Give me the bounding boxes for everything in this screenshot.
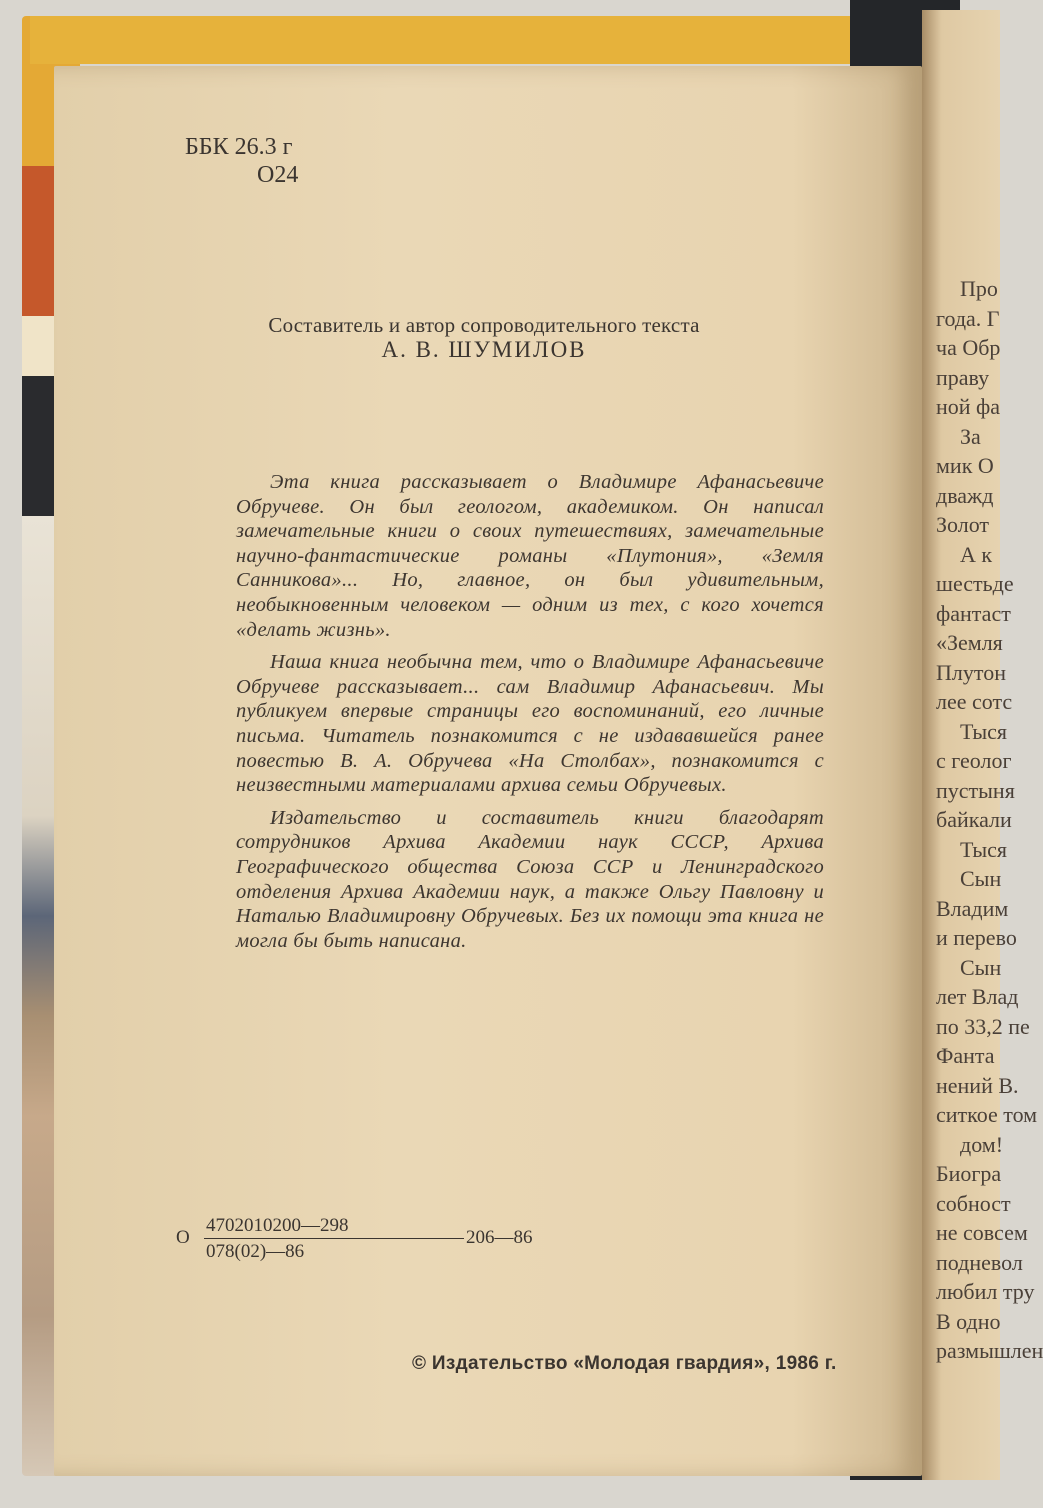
catalog-index-suffix: 206—86 — [466, 1227, 533, 1248]
next-page-text-fragment: лее сотс — [936, 689, 1013, 714]
next-page-text-fragment: Сын — [960, 954, 1002, 980]
compiler-name: А. В. ШУМИЛОВ — [381, 337, 587, 362]
catalog-index-fraction-line — [204, 1238, 464, 1239]
next-page-text-fragment: и перево — [936, 925, 1017, 950]
next-page-text-fragment: подневол — [936, 1249, 1023, 1275]
next-page-text-fragment: по 33,2 пе — [936, 1013, 1030, 1039]
next-page-text-fragment: Сын — [960, 866, 1002, 891]
next-page-text-fragment: Тыся — [960, 836, 1008, 862]
next-page-text-fragment: Плутон — [936, 659, 1006, 685]
next-page-text-fragment: любил тру — [936, 1279, 1035, 1304]
annotation — [236, 470, 824, 961]
next-page-text-fragment: собност — [936, 1190, 1011, 1216]
next-page-text-fragment: фантаст — [936, 600, 1011, 626]
bbk-label: ББК 26.3 г — [185, 134, 293, 160]
bbk-code: О24 — [257, 162, 299, 188]
next-page-text-fragment: За — [960, 423, 981, 449]
next-page-text-fragment: ситкое том — [936, 1102, 1038, 1127]
annotation-paragraph: Наша книга необычна тем, что о Владимире Афанасьевиче Обручеве рассказывает... сам Владимир Афанасьевич. Мы публикуем впервые страницы его воспоминаний, его личные письма. Читатель познакомится с не издававшейся ранее повестью В. А. Обручева «На Столбах», познакомится с неизвестными материалами архива семьи Обручевых. — [236, 651, 824, 797]
next-page-text-fragment: праву — [936, 364, 990, 390]
next-page-text-fragment: размышлен — [936, 1338, 1043, 1363]
compiler-label: Составитель и автор сопроводительного текста — [268, 313, 700, 337]
copyright-line: © Издательство «Молодая гвардия», 1986 г. — [412, 1353, 837, 1374]
next-page-text-fragment: В одно — [936, 1308, 1001, 1334]
next-page-text-fragment: Биогра — [936, 1161, 1002, 1186]
next-page-text-fragment: пустыня — [936, 777, 1015, 803]
next-page-text-fragment: А к — [960, 541, 993, 567]
annotation-paragraph: Издательство и составитель книги благодарят сотрудников Архива Академии наук СССР, Архива Географического общества Союза ССР и Ленинградского отделения Архива Академии наук, а также Ольгу Павловну и Наталью Владимировну Обручевых. Без их помощи эта книга не могла бы быть написана. — [236, 806, 824, 952]
catalog-index-prefix: О — [176, 1227, 190, 1248]
next-page-text-fragment: лет Влад — [936, 984, 1019, 1009]
next-page-text-fragment: Владим — [936, 895, 1009, 921]
catalog-index-numerator: 4702010200—298 — [206, 1215, 349, 1236]
next-page-text-fragment: года. Г — [936, 305, 1000, 331]
book-cover-edge-top — [30, 16, 860, 64]
next-page-text-fragment: Фанта — [936, 1043, 995, 1068]
next-page-text-fragment: Золот — [936, 512, 990, 537]
next-page-text-fragment: с геолог — [936, 748, 1012, 773]
next-page-text-fragment: ной фа — [936, 394, 1001, 419]
bbk-classification — [185, 133, 298, 189]
next-page-text-fragment: Тыся — [960, 718, 1008, 744]
next-page-text-fragment: байкали — [936, 807, 1012, 832]
next-page-text-fragment: нений В. — [936, 1072, 1019, 1098]
next-page-text-fragment: «Земля — [936, 630, 1003, 655]
next-page-text-fragment: дважд — [936, 482, 994, 508]
next-page-text-fragment: не совсем — [936, 1220, 1028, 1245]
next-page-fragment — [922, 10, 1043, 1480]
next-page-text-fragment: ча Обр — [936, 335, 1001, 360]
next-page-text-fragment: Про — [960, 276, 998, 301]
next-page-text-fragment: шестьде — [936, 571, 1014, 596]
catalog-index-denominator: 078(02)—86 — [206, 1241, 305, 1262]
next-page-text-fragment: дом! — [960, 1131, 1004, 1157]
next-page-text-fragment: мик О — [936, 453, 994, 478]
annotation-paragraph: Эта книга рассказывает о Владимире Афанасьевиче Обручеве. Он был геологом, академиком. Он написал замечательные книги о своих путешествиях, замечательные научно-фантастические романы «Плутония», «Земля Санникова»... Но, главное, он был удивительным, необыкновенным человеком — одним из тех, с кого хочется «делать жизнь». — [236, 471, 824, 641]
